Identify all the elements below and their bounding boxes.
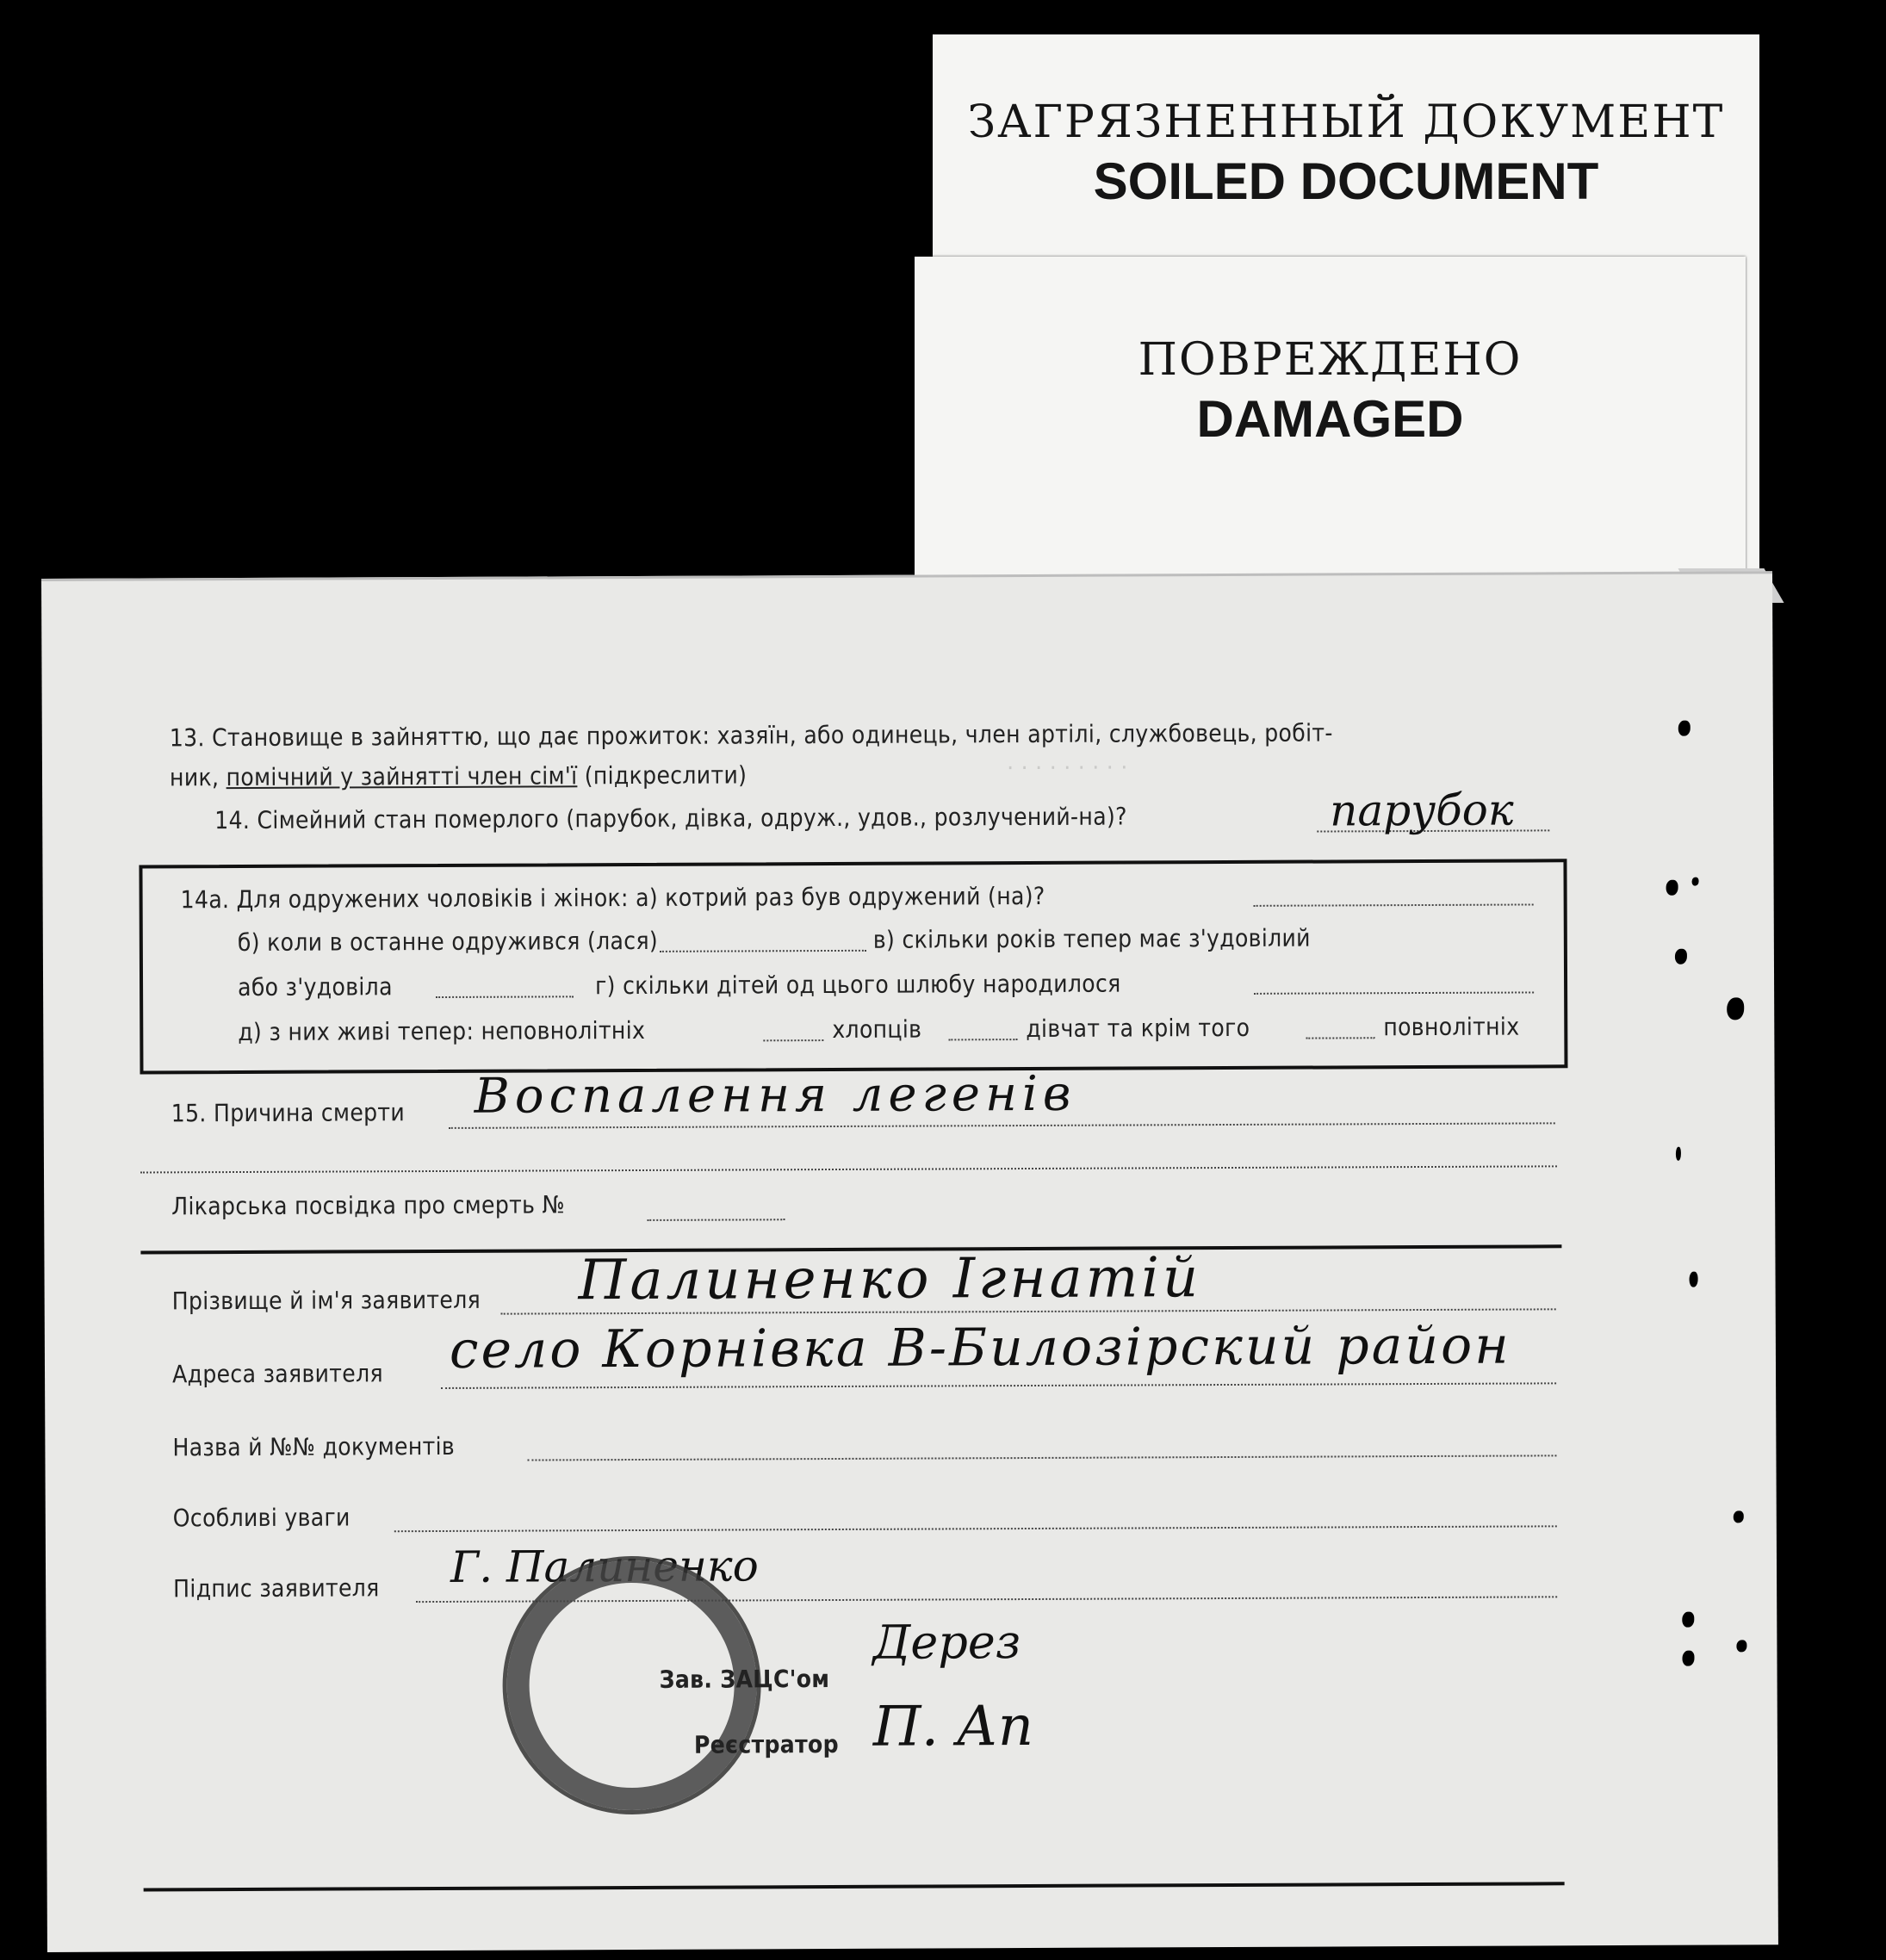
applicant-address-label: Адреса заявителя: [171, 1359, 383, 1389]
q14a-e-label: д) з них живі тепер: неповнолітніх: [238, 1015, 646, 1047]
applicant-address-line: [441, 1382, 1556, 1389]
head-signature: Дерез: [872, 1615, 1021, 1670]
binding-hole: [1727, 997, 1744, 1020]
binding-hole: [1666, 880, 1678, 896]
binding-hole: [1676, 1147, 1681, 1161]
q14a-d-label: г) скільки дітей од цього шлюбу народилося: [594, 969, 1121, 1001]
remarks-line: [394, 1525, 1557, 1532]
q14a-minors-boys-line: [763, 1039, 823, 1041]
medical-certificate-answer-line: [647, 1219, 785, 1221]
binding-hole: [1734, 1510, 1744, 1523]
bottom-rule: [144, 1882, 1565, 1891]
medical-certificate-label: Лікарська посвідка про смерть №: [171, 1190, 566, 1221]
damaged-label-en: DAMAGED: [1196, 390, 1464, 448]
q14a-a-answer-line: [1254, 903, 1534, 906]
registrar-label: Реєстратор: [693, 1729, 839, 1759]
damaged-label-ru: ПОВРЕЖДЕНО: [1138, 334, 1523, 386]
q14a-box: [139, 859, 1567, 1074]
q14a-girls-label: дівчат та крім того: [1026, 1013, 1250, 1044]
q13-line2-end: (підкреслити): [584, 760, 748, 791]
binding-hole: [1692, 878, 1699, 886]
q15-handwritten-answer: Воспалення легенів: [474, 1065, 1076, 1125]
binding-hole: [1678, 721, 1691, 736]
q14a-boys-label: хлопців: [832, 1014, 922, 1044]
head-label: Зав. ЗАЦС'ом: [659, 1665, 830, 1694]
soiled-label-ru: ЗАГРЯЗНЕННЫЙ ДОКУМЕНТ: [967, 96, 1725, 148]
q14a-line1: 14а. Для одружених чоловіків і жінок: а) котрий раз був одружений (на)?: [180, 881, 1045, 915]
applicant-signature-handwritten: Г. Палиненко: [450, 1541, 759, 1592]
applicant-address-handwritten: село Корнівка В-Билозірский район: [449, 1315, 1511, 1380]
q14a-adults-label: повнолітніх: [1383, 1012, 1520, 1042]
q13-line1: 13. Становище в зайняттю, що дає прожиток: хазяїн, або одинець, член артілі, службовець, робіт-: [169, 718, 1333, 753]
q14a-girls-line: [948, 1039, 1017, 1040]
binding-hole: [1736, 1640, 1746, 1652]
q14a-c-label-cont: або з'удовіла: [238, 972, 393, 1002]
q14a-c-label: в) скільки років тепер має з'удовілий: [872, 923, 1311, 954]
death-record-form: [41, 571, 1778, 1952]
q15-extra-line: [140, 1165, 1557, 1173]
bleed-through-text: . . . . . . . . .: [1006, 748, 1128, 776]
q13-underlined-choice: помічний у зайнятті член сім'ї: [226, 761, 578, 792]
applicant-signature-label: Підпис заявителя: [173, 1573, 380, 1603]
binding-hole: [1675, 949, 1687, 964]
documents-label: Назва й №№ документів: [172, 1431, 456, 1462]
q13-line2-start: ник,: [169, 763, 220, 792]
binding-hole: [1682, 1612, 1694, 1628]
q14-handwritten-answer: парубок: [1330, 785, 1514, 836]
q13-line2: [170, 760, 747, 791]
q14a-d-answer-line: [1254, 991, 1534, 994]
q14a-adults-line: [1306, 1037, 1374, 1039]
remarks-label: Особливі уваги: [172, 1503, 351, 1533]
applicant-name-label: Прізвище й ім'я заявителя: [171, 1285, 481, 1316]
applicant-name-handwritten: Палиненко Ігнатій: [578, 1246, 1202, 1313]
binding-hole: [1682, 1651, 1694, 1666]
q15-label: 15. Причина смерти: [171, 1098, 406, 1128]
q14a-b-label: б) коли в останне одружився (лася): [237, 926, 659, 958]
registrar-signature: П. Ап: [872, 1694, 1034, 1759]
documents-line: [527, 1454, 1556, 1461]
damaged-document-label: [915, 257, 1746, 575]
q14a-b-answer-line: [660, 950, 866, 952]
soiled-label-en: SOILED DOCUMENT: [1093, 152, 1599, 210]
q14a-c-answer-line: [436, 996, 574, 998]
binding-hole: [1690, 1272, 1698, 1287]
q14-label: 14. Сімейний стан померлого (парубок, дівка, одруж., удов., розлучений-на)?: [214, 802, 1127, 835]
